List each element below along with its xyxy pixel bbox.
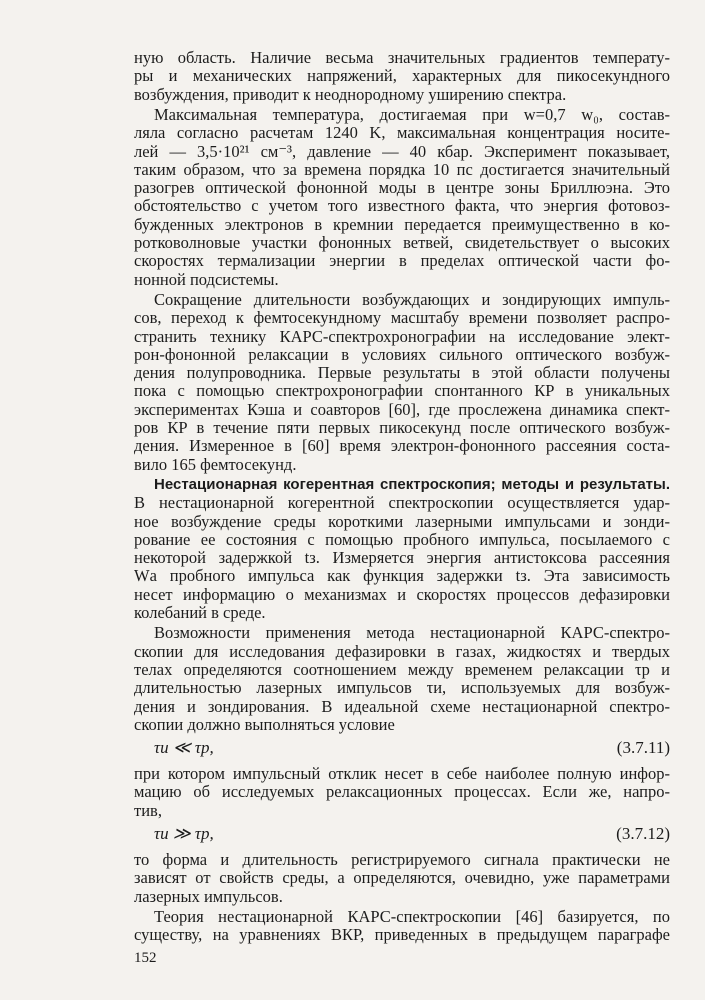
page-number: 152 xyxy=(134,949,157,966)
text-line: экспериментах Кэша и соавторов [60], где прослежена динамика спект- xyxy=(134,399,670,419)
equation-3-7-11 xyxy=(134,738,670,760)
equation-3-7-12 xyxy=(134,824,670,846)
text-line: Wа пробного импульса как функция задержки tз. Эта зависимость xyxy=(134,566,670,586)
text-line: пока с помощью спектрохронографии спонтанного КР в уникальных xyxy=(134,381,670,401)
text-line: при котором импульсный отклик несет в себе наиболее полную инфор- xyxy=(134,764,670,784)
text-line: вило 165 фемтосекунд. xyxy=(134,454,297,474)
equation-number: (3.7.12) xyxy=(616,824,670,843)
text-line: дения. Измеренное в [60] время электрон-фононного рассеяния соста- xyxy=(134,436,670,456)
text-line: разогрев оптической фононной моды в центре зоны Бриллюэна. Это xyxy=(134,178,670,198)
text-line: дения полупроводника. Первые результаты в этой области получены xyxy=(134,363,670,383)
text-line: ры и механических напряжений, характерных для пикосекундного xyxy=(134,66,670,86)
text-line: Максимальная температура, достигаемая при w=0,7 w₀, состав- xyxy=(154,104,670,124)
text-line: сов, переход к фемтосекундному масштабу времени позволяет распро- xyxy=(134,308,670,328)
text-line: ляла согласно расчетам 1240 K, максимальная концентрация носите- xyxy=(134,123,670,143)
text-line: зависят от свойств среды, а определяются, очевидно, уже параметрами xyxy=(134,868,670,888)
text-line: некоторой задержкой tз. Измеряется энергия антистоксова рассеяния xyxy=(134,548,670,568)
equation-formula: τи ≫ τр, xyxy=(154,824,214,843)
text-line: В нестационарной когерентной спектроскопии осуществляется удар- xyxy=(134,493,670,513)
text-line: Возможности применения метода нестационарной КАРС-спектро- xyxy=(154,623,670,643)
section-heading: Нестационарная когерентная спектроскопия; методы и результаты. xyxy=(154,475,670,493)
text-line: длительностью лазерных импульсов τи, используемых для возбуж- xyxy=(134,678,670,698)
text-line: рование ее состояния с помощью пробного импульса, посылаемого с xyxy=(134,529,670,549)
text-line: лей — 3,5·10²¹ см⁻³, давление — 40 кбар. Эксперимент показывает, xyxy=(134,141,670,161)
text-line: обстоятельство с учетом того известного факта, что энергия фотовоз- xyxy=(134,196,670,216)
text-line: несет информацию о механизмах и скоростях процессов дефазировки xyxy=(134,584,670,604)
text-line: скопии для исследования дефазировки в газах, жидкостях и твердых xyxy=(134,641,670,661)
text-line: колебаний в среде. xyxy=(134,603,266,622)
equation-formula: τи ≪ τр, xyxy=(154,738,214,758)
text-line: существу, на уравнениях ВКР, приведенных в предыдущем параграфе xyxy=(134,925,670,945)
text-line: скопии должно выполняться условие xyxy=(134,714,395,734)
text-line: дения и зондирования. В идеальной схеме нестационарной спектро- xyxy=(134,696,670,716)
text-line: ное возбуждение среды короткими лазерными импульсами и зонди- xyxy=(134,511,670,531)
text-line: Теория нестационарной КАРС-спектроскопии [46] базируется, по xyxy=(154,906,670,926)
text-line: ную область. Наличие весьма значительных градиентов температу- xyxy=(134,48,670,67)
text-line: то форма и длительность регистрируемого сигнала практически не xyxy=(134,850,670,869)
text-line: Сокращение длительности возбуждающих и зондирующих импуль- xyxy=(154,289,670,309)
text-line: мацию об исследуемых релаксационных процессах. Если же, напро- xyxy=(134,782,670,802)
text-line: ротковолновые участки фононных ветвей, свидетельствует о высоких xyxy=(134,233,670,252)
text-line: странить технику КАРС-спектрохронографии на исследование элект- xyxy=(134,326,670,346)
text-line: телах определяются соотношением между временем релаксации τр и xyxy=(134,659,670,679)
text-line: лазерных импульсов. xyxy=(134,886,283,906)
text-line: бужденных электронов в кремнии передается преимущественно в ко- xyxy=(134,214,670,234)
text-line: возбуждения, приводит к неоднородному уширению спектра. xyxy=(134,84,567,104)
text-line: таким образом, что за времена порядка 10 пс достигается значительный xyxy=(134,159,670,179)
text-line: нонной подсистемы. xyxy=(134,269,279,289)
text-line: скоростях термализации энергии в пределах оптической части фо- xyxy=(134,251,670,271)
text-line: ров КР в течение пяти первых пикосекунд после оптического возбуж- xyxy=(134,418,670,437)
text-line: рон-фононной релаксации в условиях сильного оптического возбуж- xyxy=(134,344,670,364)
equation-number: (3.7.11) xyxy=(616,738,670,758)
text-line: тив, xyxy=(134,800,162,820)
